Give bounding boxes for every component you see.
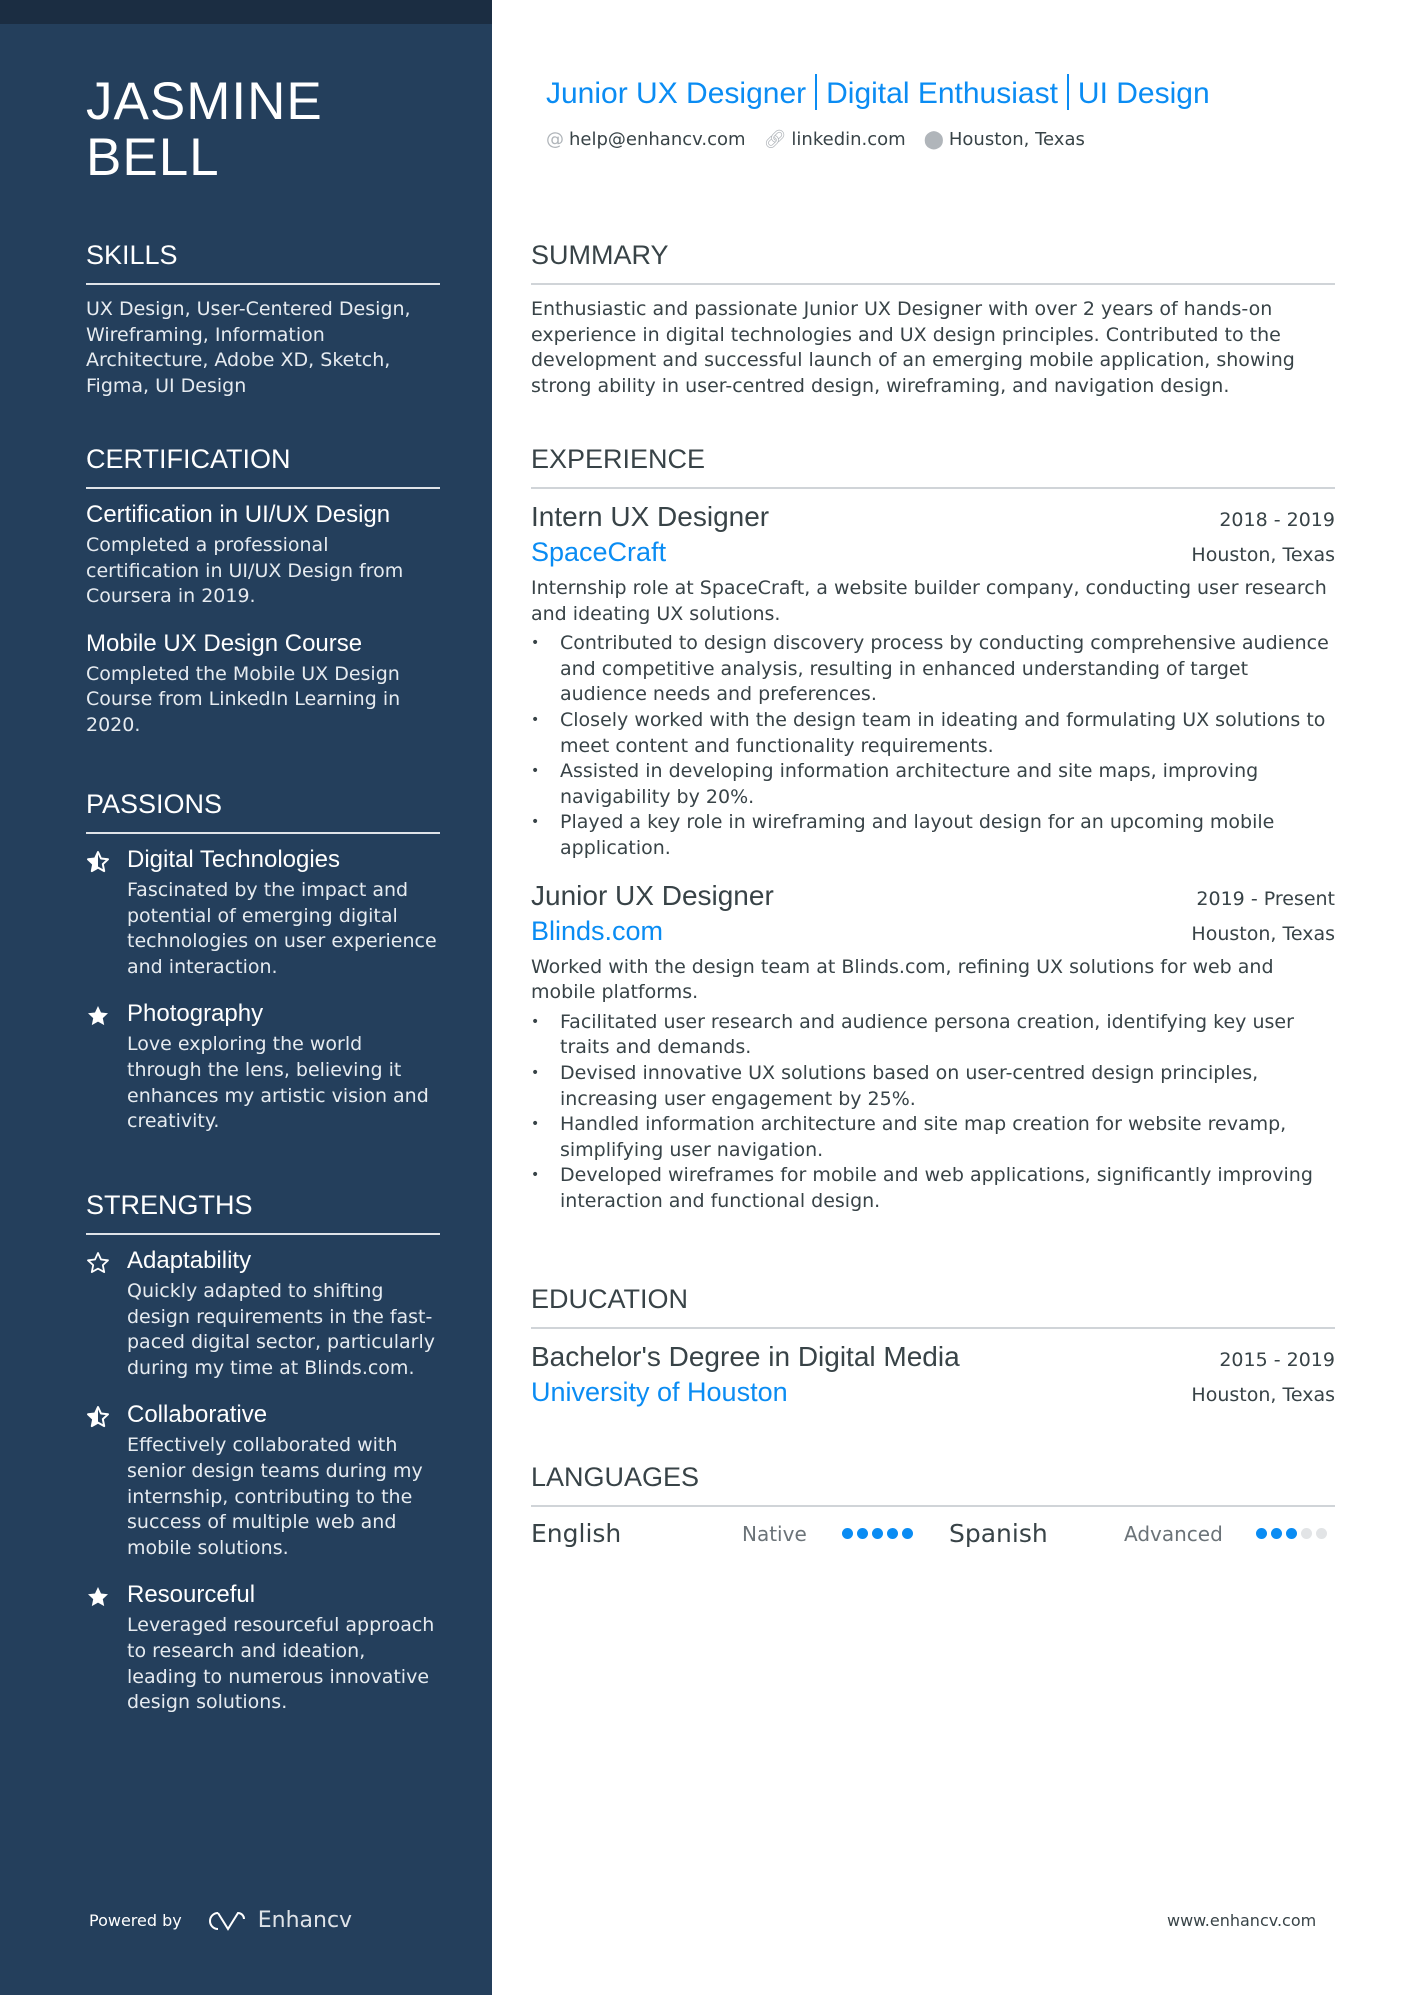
certification-title: Certification in UI/UX Design bbox=[86, 501, 391, 528]
strengths-section bbox=[86, 1190, 440, 1736]
strength-text: Leveraged resourceful approach to research and ideation, leading to numerous innovative design solutions. bbox=[127, 1614, 435, 1714]
section-heading: PASSIONS bbox=[86, 789, 440, 834]
strength-text: Quickly adapted to shifting design requirements in the fast-paced digital sector, particularly during my time at Blinds.com. bbox=[127, 1280, 436, 1379]
email: help@enhancv.com bbox=[569, 129, 746, 150]
language-level: Native bbox=[742, 1521, 807, 1546]
section-heading: STRENGTHS bbox=[86, 1190, 440, 1235]
experience-section bbox=[531, 444, 1335, 1214]
rating-dot bbox=[1316, 1528, 1327, 1539]
rating-dot bbox=[842, 1528, 853, 1539]
language-name: Spanish bbox=[949, 1519, 1048, 1548]
star-half-icon bbox=[86, 850, 110, 874]
rating-dot bbox=[1286, 1528, 1297, 1539]
job-bullets bbox=[531, 1010, 1335, 1215]
strength-title: Adaptability bbox=[127, 1247, 252, 1274]
headline bbox=[546, 74, 1210, 111]
section-heading: SKILLS bbox=[86, 240, 440, 285]
certification-item bbox=[86, 630, 440, 739]
school-name[interactable]: University of Houston bbox=[531, 1377, 788, 1407]
bullet: • Closely worked with the design team in ideating and formulating UX solutions to meet content and functionality requirements. bbox=[531, 708, 1335, 759]
top-band bbox=[0, 0, 492, 24]
linkedin: linkedin.com bbox=[791, 129, 906, 150]
link-icon: 🔗︎ bbox=[763, 129, 787, 150]
languages-section bbox=[531, 1462, 1335, 1548]
company-name[interactable]: SpaceCraft bbox=[531, 537, 667, 567]
section-heading: EXPERIENCE bbox=[531, 444, 1335, 489]
job-description: Internship role at SpaceCraft, a website builder company, conducting user research and ideating UX solutions. bbox=[531, 577, 1327, 625]
website-link[interactable]: www.enhancv.com bbox=[1167, 1911, 1317, 1930]
rating-dots bbox=[1256, 1528, 1327, 1539]
brand-name: Enhancv bbox=[257, 1908, 353, 1933]
location: Houston, Texas bbox=[948, 129, 1085, 150]
rating-dot bbox=[887, 1528, 898, 1539]
certification-item bbox=[86, 501, 440, 610]
at-icon: @ bbox=[546, 129, 564, 150]
passion-title: Photography bbox=[127, 1000, 264, 1028]
section-heading: SUMMARY bbox=[531, 240, 1335, 285]
summary-section bbox=[531, 240, 1335, 399]
bullet: • Handled information architecture and site map creation for website revamp, simplifying user navigation. bbox=[531, 1112, 1335, 1163]
bullet: • Played a key role in wireframing and layout design for an upcoming mobile application. bbox=[531, 810, 1335, 861]
location-contact bbox=[924, 129, 1085, 150]
linkedin-contact[interactable] bbox=[764, 129, 906, 150]
rating-dots bbox=[842, 1528, 949, 1539]
bullet: • Devised innovative UX solutions based on user-centred design principles, increasing user engagement by 25%. bbox=[531, 1061, 1335, 1112]
enhancv-logo-icon bbox=[204, 1909, 250, 1933]
education-section bbox=[531, 1284, 1335, 1408]
skills-text: UX Design, User-Centered Design, Wireframing, Information Architecture, Adobe XD, Sketch, Figma, UI Design bbox=[86, 298, 411, 397]
candidate-name bbox=[86, 74, 323, 186]
separator bbox=[1067, 74, 1069, 110]
powered-by-label: Powered by bbox=[89, 1911, 182, 1930]
job-location: Houston, Texas bbox=[1191, 922, 1335, 945]
rating-dot bbox=[857, 1528, 868, 1539]
passion-title: Digital Technologies bbox=[127, 846, 341, 873]
strength-text: Effectively collaborated with senior design teams during my internship, contributing to the success of multiple web and mobile solutions. bbox=[127, 1434, 423, 1559]
section-heading: EDUCATION bbox=[531, 1284, 1335, 1329]
powered-by bbox=[89, 1908, 352, 1933]
certification-section bbox=[86, 444, 440, 739]
strength-item bbox=[86, 1247, 440, 1381]
star-half-icon bbox=[86, 1405, 110, 1429]
star-icon bbox=[86, 1585, 110, 1609]
email-contact[interactable] bbox=[546, 129, 746, 150]
education-location: Houston, Texas bbox=[1191, 1384, 1335, 1406]
rating-dot bbox=[1271, 1528, 1282, 1539]
rating-dot bbox=[1256, 1528, 1267, 1539]
rating-dot bbox=[1301, 1528, 1312, 1539]
language-name: English bbox=[531, 1519, 622, 1548]
job-dates: 2018 - 2019 bbox=[1219, 509, 1335, 531]
location-pin-icon: ⬤ bbox=[923, 129, 944, 150]
rating-dot bbox=[872, 1528, 883, 1539]
strength-title: Collaborative bbox=[127, 1401, 268, 1429]
first-name: JASMINE bbox=[86, 72, 323, 131]
star-outline-icon bbox=[86, 1251, 110, 1275]
bullet: • Developed wireframes for mobile and web applications, significantly improving interaction and functional design. bbox=[531, 1163, 1335, 1214]
job-dates: 2019 - Present bbox=[1196, 887, 1335, 910]
skills-section bbox=[86, 240, 440, 399]
separator bbox=[815, 74, 817, 110]
star-icon bbox=[86, 1004, 110, 1028]
strength-item bbox=[86, 1581, 440, 1715]
job-bullets bbox=[531, 631, 1335, 861]
job-title: Junior UX Designer bbox=[531, 879, 774, 911]
job-entry bbox=[531, 880, 1335, 1215]
company-name[interactable]: Blinds.com bbox=[531, 915, 664, 946]
passion-text: Love exploring the world through the lens, believing it enhances my artistic vision and creativity. bbox=[127, 1033, 429, 1133]
summary-text: Enthusiastic and passionate Junior UX Designer with over 2 years of hands-on experience in digital technologies and UX design principles. Contributed to the development and successful launch of an emerging mobile application, showing strong ability in user-centred design, wireframing, and navigation design. bbox=[531, 298, 1295, 397]
passions-section bbox=[86, 789, 440, 1155]
job-title: Intern UX Designer bbox=[531, 501, 770, 532]
strength-item bbox=[86, 1401, 440, 1561]
certification-text: Completed a professional certification in UI/UX Design from Coursera in 2019. bbox=[86, 534, 404, 608]
section-heading: LANGUAGES bbox=[531, 1462, 1335, 1507]
strength-title: Resourceful bbox=[127, 1581, 256, 1609]
sidebar bbox=[0, 0, 492, 1995]
job-description: Worked with the design team at Blinds.com, refining UX solutions for web and mobile platforms. bbox=[531, 955, 1274, 1004]
bullet: • Assisted in developing information architecture and site maps, improving navigability by 20%. bbox=[531, 759, 1335, 810]
passion-item bbox=[86, 1000, 440, 1134]
bullet: • Facilitated user research and audience persona creation, identifying key user traits and demands. bbox=[531, 1010, 1335, 1061]
education-dates: 2015 - 2019 bbox=[1219, 1349, 1335, 1371]
degree: Bachelor's Degree in Digital Media bbox=[531, 1341, 960, 1372]
certification-title: Mobile UX Design Course bbox=[86, 629, 363, 657]
certification-text: Completed the Mobile UX Design Course from LinkedIn Learning in 2020. bbox=[86, 662, 401, 736]
job-location: Houston, Texas bbox=[1191, 544, 1335, 566]
bullet: • Contributed to design discovery process by conducting comprehensive audience and competitive analysis, resulting in enhanced understanding of target audience needs and preferences. bbox=[531, 631, 1335, 708]
headline-part: Junior UX Designer bbox=[546, 77, 807, 110]
passion-item bbox=[86, 846, 440, 980]
contact-info bbox=[546, 129, 1085, 150]
section-heading: CERTIFICATION bbox=[86, 444, 440, 489]
rating-dot bbox=[902, 1528, 913, 1539]
languages-row bbox=[531, 1519, 1335, 1548]
headline-part: Digital Enthusiast bbox=[826, 77, 1058, 110]
job-entry bbox=[531, 501, 1335, 862]
passion-text: Fascinated by the impact and potential of emerging digital technologies on user experience and interaction. bbox=[127, 879, 437, 978]
language-level: Advanced bbox=[1124, 1521, 1223, 1546]
enhancv-logo[interactable] bbox=[204, 1908, 352, 1933]
headline-part: UI Design bbox=[1077, 77, 1210, 110]
last-name: BELL bbox=[86, 128, 220, 187]
